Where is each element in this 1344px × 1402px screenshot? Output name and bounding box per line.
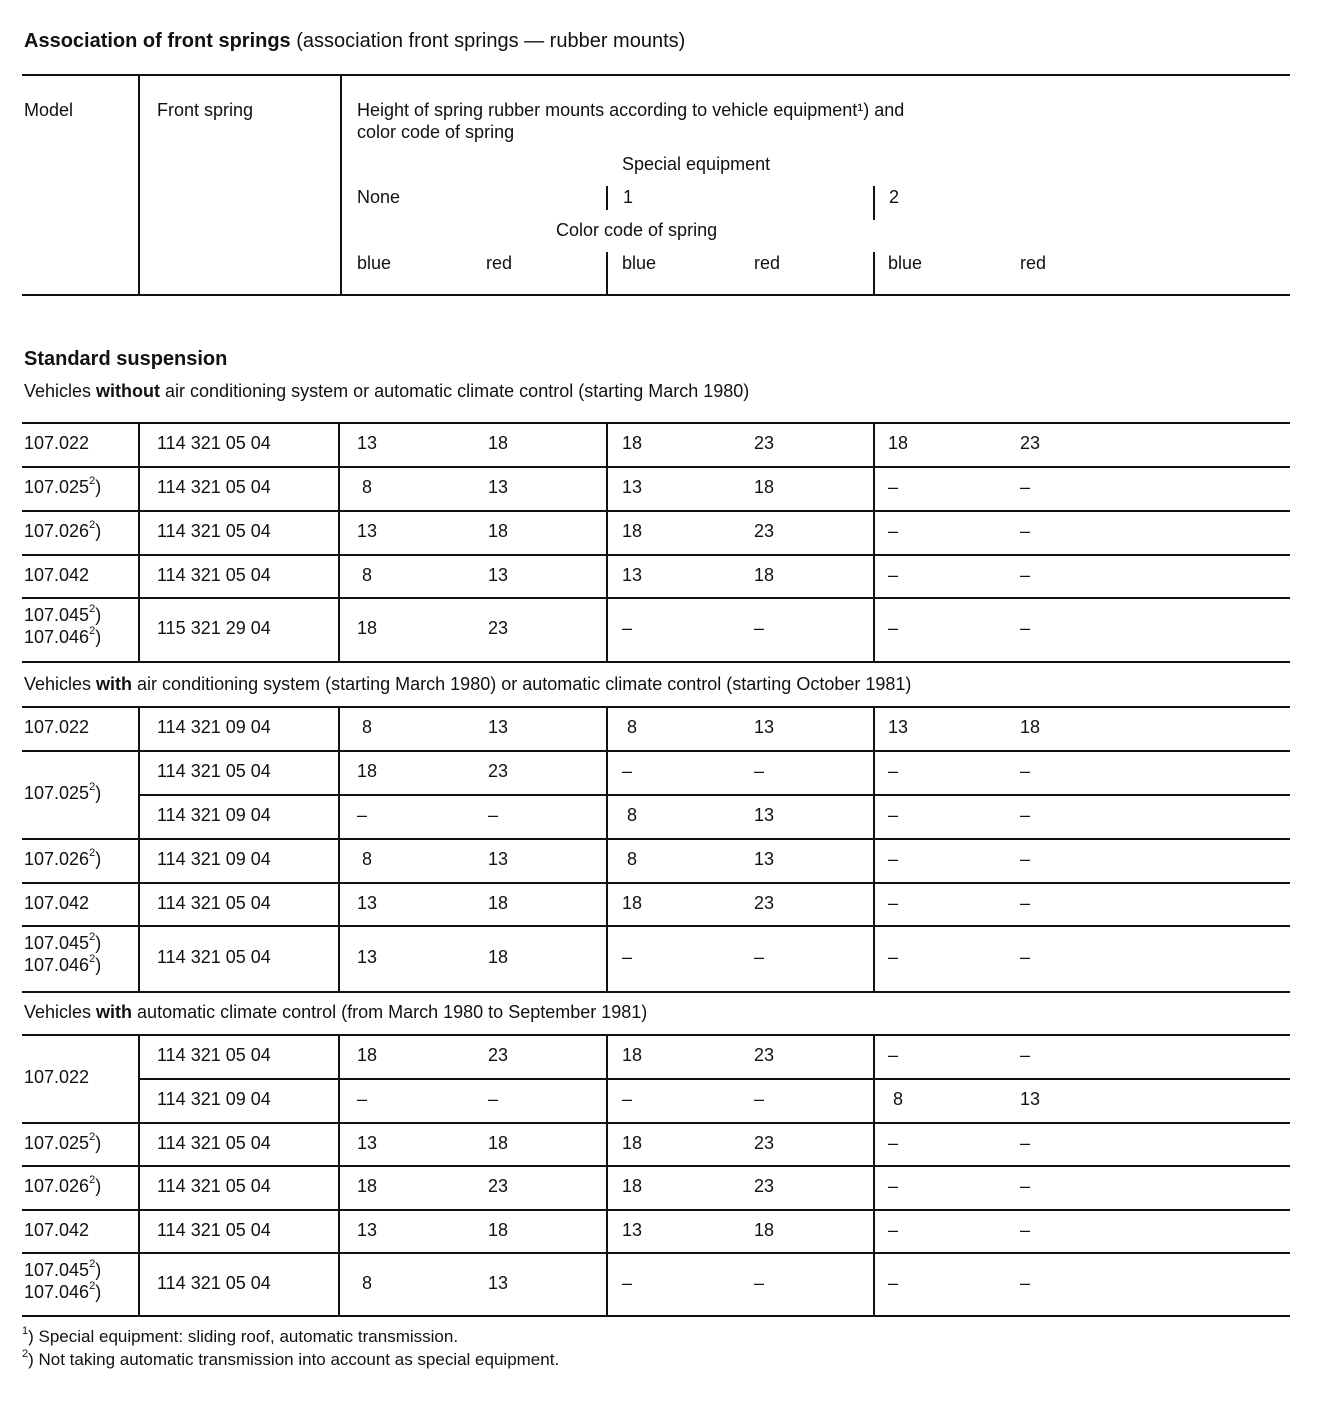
model-cell: 107.045$^2$) xyxy=(24,603,102,625)
divider xyxy=(873,466,875,512)
value-cell: 18 xyxy=(622,1045,643,1065)
value-cell: 18 xyxy=(488,1219,509,1240)
front-spring-cell: 114 321 05 04 xyxy=(157,521,271,541)
divider xyxy=(606,1034,608,1080)
divider xyxy=(138,838,140,884)
divider xyxy=(873,186,875,220)
divider xyxy=(340,75,342,296)
divider xyxy=(606,1078,608,1124)
divider xyxy=(606,1252,608,1317)
divider xyxy=(138,1122,140,1167)
model-cell: 107.025$^2$) xyxy=(24,781,102,803)
header-model: Model xyxy=(24,100,74,120)
value-cell: 13 xyxy=(622,477,643,497)
model-cell: 107.046$^2$) xyxy=(24,625,102,647)
value-cell: – xyxy=(888,849,899,869)
value-cell: – xyxy=(754,1272,765,1293)
value-cell: 18 xyxy=(622,1176,643,1196)
divider xyxy=(606,1165,608,1211)
value-cell: 23 xyxy=(488,618,509,638)
value-cell: 23 xyxy=(754,1176,775,1196)
footnote-1 xyxy=(22,1327,458,1347)
value-cell: 18 xyxy=(754,477,775,497)
caption-emphasis: without xyxy=(96,381,161,401)
value-cell: – xyxy=(1020,849,1031,869)
value-cell: – xyxy=(1020,521,1031,541)
divider xyxy=(22,1209,1290,1211)
header-red: red xyxy=(1020,253,1047,273)
divider xyxy=(138,750,140,796)
divider xyxy=(606,466,608,512)
value-cell: 23 xyxy=(1020,433,1041,453)
divider xyxy=(606,838,608,884)
value-cell: 18 xyxy=(357,618,378,638)
divider xyxy=(138,554,140,599)
model-cell: 107.042 xyxy=(24,1219,90,1240)
value-cell: 13 xyxy=(488,564,509,585)
caption-text: Vehicles xyxy=(24,1002,97,1022)
value-cell: – xyxy=(1020,805,1031,825)
divider xyxy=(606,706,608,752)
value-cell: – xyxy=(888,892,899,913)
front-spring-cell: 114 321 05 04 xyxy=(157,1272,271,1293)
header-equipment-1: 1 xyxy=(623,187,634,207)
divider xyxy=(22,597,1290,599)
divider xyxy=(338,554,340,599)
divider xyxy=(606,252,608,296)
model-cell: 107.026$^2$) xyxy=(24,847,102,869)
value-cell: 13 xyxy=(357,947,378,967)
divider xyxy=(22,294,1290,296)
footnote-ref: 2 xyxy=(89,603,96,615)
value-cell: 13 xyxy=(357,433,378,453)
divider xyxy=(22,74,1290,76)
value-cell: – xyxy=(622,618,633,638)
footnote-ref: 2 xyxy=(89,953,96,965)
header-equipment-2: 2 xyxy=(889,187,900,207)
divider xyxy=(338,1165,340,1211)
value-cell: – xyxy=(888,947,899,967)
model-cell: 107.045$^2$) xyxy=(24,931,102,953)
divider xyxy=(606,597,608,663)
footnote-ref: 2 xyxy=(89,1258,96,1270)
model-cell: 107.025$^2$) xyxy=(24,1130,102,1153)
value-cell: 18 xyxy=(888,433,909,453)
value-cell: – xyxy=(888,1045,899,1065)
caption-text: air conditioning system or automatic climate control (starting March 1980) xyxy=(160,381,750,401)
value-cell: – xyxy=(622,761,633,781)
value-cell: 13 xyxy=(754,849,775,869)
model-cell: 107.026$^2$) xyxy=(24,519,102,541)
caption-text: Vehicles xyxy=(24,674,97,694)
group-caption xyxy=(24,1002,647,1023)
value-cell: 23 xyxy=(488,1045,509,1065)
value-cell: – xyxy=(1020,947,1031,967)
value-cell: – xyxy=(888,521,899,541)
divider xyxy=(338,597,340,663)
divider xyxy=(338,1034,340,1080)
model-cell: 107.025$^2$) xyxy=(24,475,102,497)
front-spring-cell: 114 321 05 04 xyxy=(157,761,271,781)
front-spring-cell: 114 321 05 04 xyxy=(157,1132,271,1153)
divider xyxy=(138,882,140,927)
value-cell: 13 xyxy=(488,717,509,737)
divider xyxy=(606,186,608,210)
value-cell: 13 xyxy=(888,717,909,737)
title-subtitle: (association front springs — rubber mounts) xyxy=(290,30,686,52)
front-spring-cell: 114 321 09 04 xyxy=(157,849,271,869)
value-cell: 18 xyxy=(488,892,509,913)
divider xyxy=(338,1078,340,1124)
value-cell: – xyxy=(622,1089,633,1109)
value-cell: 18 xyxy=(622,521,643,541)
divider xyxy=(22,554,1290,556)
divider xyxy=(138,466,140,512)
value-cell: 13 xyxy=(622,1219,643,1240)
front-spring-cell: 114 321 05 04 xyxy=(157,433,271,453)
value-cell: 8 xyxy=(362,477,373,497)
footnote-ref: 2 xyxy=(89,519,96,531)
footnote-2 xyxy=(22,1350,559,1370)
divider xyxy=(138,510,140,556)
front-spring-cell: 115 321 29 04 xyxy=(157,618,271,638)
value-cell: 8 xyxy=(362,717,373,737)
value-cell: 8 xyxy=(893,1089,904,1109)
header-color-code: Color code of spring xyxy=(556,220,718,240)
header-front-spring: Front spring xyxy=(157,100,254,120)
value-cell: 13 xyxy=(754,805,775,825)
value-cell: – xyxy=(488,805,499,825)
divider xyxy=(138,794,1290,796)
divider xyxy=(22,750,1290,752)
value-cell: 23 xyxy=(488,761,509,781)
model-cell: 107.026$^2$) xyxy=(24,1174,102,1196)
divider xyxy=(22,991,1290,993)
front-spring-cell: 114 321 05 04 xyxy=(157,477,271,497)
divider xyxy=(138,1078,1290,1080)
value-cell: – xyxy=(1020,1219,1031,1240)
value-cell: 18 xyxy=(754,1219,775,1240)
divider xyxy=(873,422,875,468)
divider xyxy=(22,1122,1290,1124)
value-cell: 8 xyxy=(627,805,638,825)
divider xyxy=(138,1034,140,1080)
value-cell: – xyxy=(888,1219,899,1240)
value-cell: – xyxy=(622,1272,633,1293)
title-bold: Association of front springs xyxy=(24,30,291,52)
value-cell: – xyxy=(1020,1045,1031,1065)
value-cell: 18 xyxy=(488,521,509,541)
divider xyxy=(873,706,875,752)
value-cell: 8 xyxy=(362,849,373,869)
front-spring-cell: 114 321 05 04 xyxy=(157,564,271,585)
divider xyxy=(338,838,340,884)
divider xyxy=(338,510,340,556)
divider xyxy=(873,1034,875,1080)
header-special-equipment: Special equipment xyxy=(622,154,771,174)
divider xyxy=(22,661,1290,663)
value-cell: 23 xyxy=(754,433,775,453)
model-cell: 107.022 xyxy=(24,433,90,453)
divider xyxy=(606,554,608,599)
divider xyxy=(22,1034,1290,1036)
value-cell: – xyxy=(888,761,899,781)
front-spring-cell: 114 321 05 04 xyxy=(157,1219,271,1240)
model-cell: 107.042 xyxy=(24,564,90,585)
model-cell: 107.046$^2$) xyxy=(24,1280,102,1302)
header-blue: blue xyxy=(888,253,923,273)
divider xyxy=(606,750,608,796)
footnote-ref: 2 xyxy=(89,475,96,487)
divider xyxy=(338,466,340,512)
divider xyxy=(338,1209,340,1254)
divider xyxy=(606,510,608,556)
divider xyxy=(22,466,1290,468)
header-red: red xyxy=(754,253,781,273)
value-cell: – xyxy=(754,947,765,967)
divider xyxy=(606,794,608,840)
value-cell: 8 xyxy=(362,564,373,585)
value-cell: – xyxy=(1020,1176,1031,1196)
value-cell: 23 xyxy=(754,1132,775,1153)
caption-emphasis: with xyxy=(96,674,133,694)
caption-emphasis: with xyxy=(96,1002,133,1022)
value-cell: – xyxy=(1020,761,1031,781)
value-cell: 18 xyxy=(622,892,643,913)
divider xyxy=(873,1165,875,1211)
group-caption xyxy=(24,674,911,695)
divider xyxy=(22,706,1290,708)
divider xyxy=(873,882,875,927)
footnote-ref: 2 xyxy=(89,1130,96,1143)
value-cell: – xyxy=(754,761,765,781)
document-title xyxy=(24,30,685,53)
value-cell: – xyxy=(357,1089,368,1109)
value-cell: 13 xyxy=(1020,1089,1041,1109)
value-cell: – xyxy=(488,1089,499,1109)
divider xyxy=(606,1122,608,1167)
divider xyxy=(22,838,1290,840)
divider xyxy=(873,510,875,556)
header-height-line1: Height of spring rubber mounts according to vehicle equipment¹) and xyxy=(357,100,905,120)
divider xyxy=(873,1078,875,1124)
value-cell: – xyxy=(1020,477,1031,497)
model-cell: 107.022 xyxy=(24,1067,90,1087)
footnote-ref: 2 xyxy=(89,847,96,859)
value-cell: 18 xyxy=(488,433,509,453)
value-cell: 13 xyxy=(622,564,643,585)
footnote-text: ) Special equipment: sliding roof, automatic transmission. xyxy=(28,1327,459,1346)
value-cell: 8 xyxy=(627,717,638,737)
divider xyxy=(606,882,608,927)
divider xyxy=(873,1252,875,1317)
divider xyxy=(138,1252,140,1317)
value-cell: 18 xyxy=(488,947,509,967)
divider xyxy=(138,794,140,840)
value-cell: 13 xyxy=(357,1219,378,1240)
model-cell: 107.046$^2$) xyxy=(24,953,102,975)
front-spring-cell: 114 321 05 04 xyxy=(157,947,271,967)
divider xyxy=(138,1078,140,1124)
value-cell: 18 xyxy=(488,1132,509,1153)
value-cell: 13 xyxy=(488,477,509,497)
footnote-ref: 2 xyxy=(89,625,96,637)
value-cell: – xyxy=(1020,564,1031,585)
header-height-line2: color code of spring xyxy=(357,122,515,142)
divider xyxy=(338,925,340,993)
footnote-ref: 2 xyxy=(89,1174,96,1186)
footnote-mark: 2 xyxy=(22,1348,29,1360)
divider xyxy=(22,422,1290,424)
divider xyxy=(873,750,875,796)
divider xyxy=(873,252,875,296)
value-cell: 18 xyxy=(357,1176,378,1196)
value-cell: – xyxy=(1020,1132,1031,1153)
value-cell: 13 xyxy=(357,1132,378,1153)
value-cell: – xyxy=(888,805,899,825)
divider xyxy=(873,597,875,663)
divider xyxy=(138,597,140,663)
divider xyxy=(138,422,140,468)
divider xyxy=(22,1165,1290,1167)
divider xyxy=(873,838,875,884)
value-cell: – xyxy=(357,805,368,825)
divider xyxy=(22,925,1290,927)
divider xyxy=(338,1252,340,1317)
front-spring-cell: 114 321 09 04 xyxy=(157,717,271,737)
divider xyxy=(138,1209,140,1254)
value-cell: 13 xyxy=(357,521,378,541)
value-cell: – xyxy=(888,1132,899,1153)
divider xyxy=(138,75,140,296)
value-cell: 8 xyxy=(362,1272,373,1293)
front-spring-cell: 114 321 09 04 xyxy=(157,1089,271,1109)
value-cell: 18 xyxy=(754,564,775,585)
value-cell: 18 xyxy=(1020,717,1041,737)
group-caption xyxy=(24,381,749,402)
value-cell: 13 xyxy=(754,717,775,737)
model-cell: 107.045$^2$) xyxy=(24,1258,102,1280)
value-cell: – xyxy=(622,947,633,967)
front-spring-cell: 114 321 05 04 xyxy=(157,892,271,913)
divider xyxy=(22,510,1290,512)
header-red: red xyxy=(486,253,513,273)
value-cell: 8 xyxy=(627,849,638,869)
value-cell: – xyxy=(754,618,765,638)
divider xyxy=(338,750,340,796)
divider xyxy=(22,882,1290,884)
value-cell: – xyxy=(1020,618,1031,638)
divider xyxy=(22,1315,1290,1317)
value-cell: – xyxy=(888,564,899,585)
caption-text: automatic climate control (from March 1980 to September 1981) xyxy=(132,1002,648,1022)
value-cell: – xyxy=(888,1272,899,1293)
value-cell: 23 xyxy=(754,892,775,913)
divider xyxy=(873,1122,875,1167)
divider xyxy=(138,1165,140,1211)
value-cell: 18 xyxy=(622,1132,643,1153)
header-blue: blue xyxy=(357,253,392,273)
footnote-ref: 2 xyxy=(89,781,96,793)
front-spring-cell: 114 321 05 04 xyxy=(157,1045,271,1065)
header-blue: blue xyxy=(622,253,657,273)
divider xyxy=(338,882,340,927)
model-cell: 107.022 xyxy=(24,717,90,737)
divider xyxy=(338,422,340,468)
divider xyxy=(606,1209,608,1254)
divider xyxy=(873,1209,875,1254)
value-cell: 13 xyxy=(357,892,378,913)
caption-text: air conditioning system (starting March 1980) or automatic climate control (starting October 1981) xyxy=(132,674,912,694)
value-cell: – xyxy=(888,618,899,638)
value-cell: – xyxy=(754,1089,765,1109)
value-cell: 18 xyxy=(357,1045,378,1065)
value-cell: 18 xyxy=(622,433,643,453)
divider xyxy=(873,794,875,840)
value-cell: – xyxy=(888,477,899,497)
footnote-mark: 1 xyxy=(22,1325,29,1337)
header-none: None xyxy=(357,187,401,207)
divider xyxy=(873,925,875,993)
value-cell: 23 xyxy=(754,521,775,541)
divider xyxy=(338,1122,340,1167)
divider xyxy=(606,422,608,468)
divider xyxy=(338,706,340,752)
value-cell: – xyxy=(888,1176,899,1196)
divider xyxy=(22,1252,1290,1254)
value-cell: 13 xyxy=(488,849,509,869)
value-cell: 18 xyxy=(357,761,378,781)
section-title: Standard suspension xyxy=(24,348,228,370)
value-cell: 13 xyxy=(488,1272,509,1293)
front-spring-cell: 114 321 09 04 xyxy=(157,805,271,825)
divider xyxy=(338,794,340,840)
divider xyxy=(138,706,140,752)
caption-text: Vehicles xyxy=(24,381,97,401)
divider xyxy=(873,554,875,599)
value-cell: – xyxy=(1020,1272,1031,1293)
divider xyxy=(606,925,608,993)
footnote-text: ) Not taking automatic transmission into account as special equipment. xyxy=(28,1350,560,1369)
value-cell: – xyxy=(1020,892,1031,913)
divider xyxy=(138,925,140,993)
footnote-ref: 2 xyxy=(89,931,96,943)
footnote-ref: 2 xyxy=(89,1280,96,1292)
model-cell: 107.042 xyxy=(24,892,90,913)
front-spring-cell: 114 321 05 04 xyxy=(157,1176,271,1196)
value-cell: 23 xyxy=(754,1045,775,1065)
value-cell: 23 xyxy=(488,1176,509,1196)
